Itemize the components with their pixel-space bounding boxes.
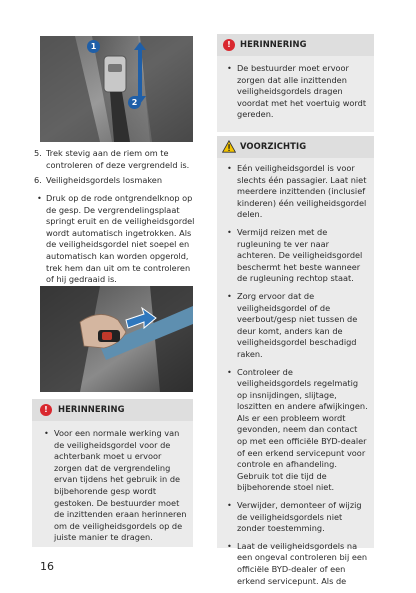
reminder-box-occupants — [217, 34, 374, 132]
info-icon: ! — [223, 39, 235, 51]
info-icon: ! — [40, 404, 52, 416]
buckle-release-figure — [40, 286, 193, 392]
caution-title: VOORZICHTIG — [240, 141, 307, 151]
release-instruction — [37, 193, 196, 286]
reminder-header — [32, 399, 193, 421]
list-item-text: Laat de veiligheidsgordels na een ongeval controleren bij een officiële BYD-dealer of een erkend servicepunt. Als de — [237, 540, 368, 586]
step-5 — [34, 148, 194, 171]
list-item-text: De bestuurder moet ervoor zorgen dat alle inzittenden veiligheidsgordels dragen voordat met het voertuig wordt gereden. — [237, 63, 367, 120]
list-item-text: Verwijder, demonteer of wijzig de veiligheidsgordels niet zonder toestemming. — [237, 500, 362, 534]
seatbelt-anchor-figure — [40, 36, 193, 142]
list-item — [227, 163, 369, 221]
bullet-mark: • — [44, 428, 49, 438]
bullet-mark: • — [227, 63, 232, 73]
bullet-mark: • — [227, 540, 232, 551]
bullet-mark: • — [227, 366, 232, 377]
caution-list — [227, 163, 369, 593]
caution-header — [217, 136, 374, 158]
caution-box — [217, 136, 374, 586]
list-item-text: Vermijd reizen met de rugleuning te ver naar achteren. De veiligheidsgordel beschermt het beste wanneer de rugleuning rechtop staat. — [237, 226, 363, 284]
bullet-mark: • — [37, 193, 42, 203]
list-item — [227, 63, 367, 121]
reminder-list — [227, 63, 367, 127]
list-item — [227, 541, 369, 587]
step-number: 5. — [34, 148, 42, 158]
list-item — [227, 367, 369, 495]
step-text: Veiligheidsgordels losmaken — [46, 175, 163, 185]
list-item — [44, 428, 189, 544]
bullet-mark: • — [227, 163, 232, 173]
bullet-mark: • — [227, 290, 232, 301]
reminder-list — [44, 428, 189, 550]
page-number: 16 — [40, 560, 54, 573]
step-6 — [34, 175, 194, 187]
step-text: Trek stevig aan de riem om te controleren of deze vergrendeld is. — [46, 148, 190, 170]
list-item-text: Eén veiligheidsgordel is voor slechts één passagier. Laat niet meerdere inzittenden (inclusief kinderen) één veiligheidsgordel delen. — [237, 163, 367, 220]
warning-triangle-icon — [222, 140, 236, 153]
step-number: 6. — [34, 175, 42, 185]
callout-2-badge: 2 — [128, 96, 141, 109]
bullet-mark: • — [227, 500, 232, 511]
release-text: Druk op de rode ontgrendelknop op de gesp. De vergrendelingsplaat springt eruit en de veiligheidsgordel wordt automatisch ingetrokken. Als de veiligheidsgordel niet soepel en automatisch kan worden opgerold, trek hem dan uit om te controleren of hij gedraaid is. — [46, 193, 195, 285]
reminder-title: HERINNERING — [240, 39, 307, 49]
reminder-box-rear-belt — [32, 399, 193, 547]
callout-1-badge: 1 — [87, 40, 100, 53]
list-item-text: Zorg ervoor dat de veiligheidsgordel of de veerbout/gesp niet tussen de deur komt, anders kan de veiligheidsgordel beschadigd raken. — [237, 290, 358, 359]
list-item — [227, 500, 369, 535]
reminder-header — [217, 34, 374, 56]
list-item-text: Controleer de veiligheidsgordels regelmatig op insnijdingen, slijtage, loszitten en andere afwijkingen. Als er een probleem wordt gevonden, neem dan contact op met een officiële BYD-dealer of een erkend servicepunt voor controle en afhandeling. Gebruik tot die tijd de bijbehorende stoel niet. — [237, 366, 368, 493]
list-item — [227, 227, 369, 285]
bullet-mark: • — [227, 226, 232, 237]
list-item-text: Voor een normale werking van de veiligheidsgordel voor de achterbank moet u ervoor zorgen dat de vergrendeling ervan tijdens het gebruik in de bijbehorende gesp wordt gestoken. De bestuurder moet de inzittenden eraan herinneren om de veiligheidsgordels op de juiste manier te dragen. — [54, 428, 187, 543]
list-item — [227, 291, 369, 361]
reminder-title: HERINNERING — [58, 404, 125, 414]
